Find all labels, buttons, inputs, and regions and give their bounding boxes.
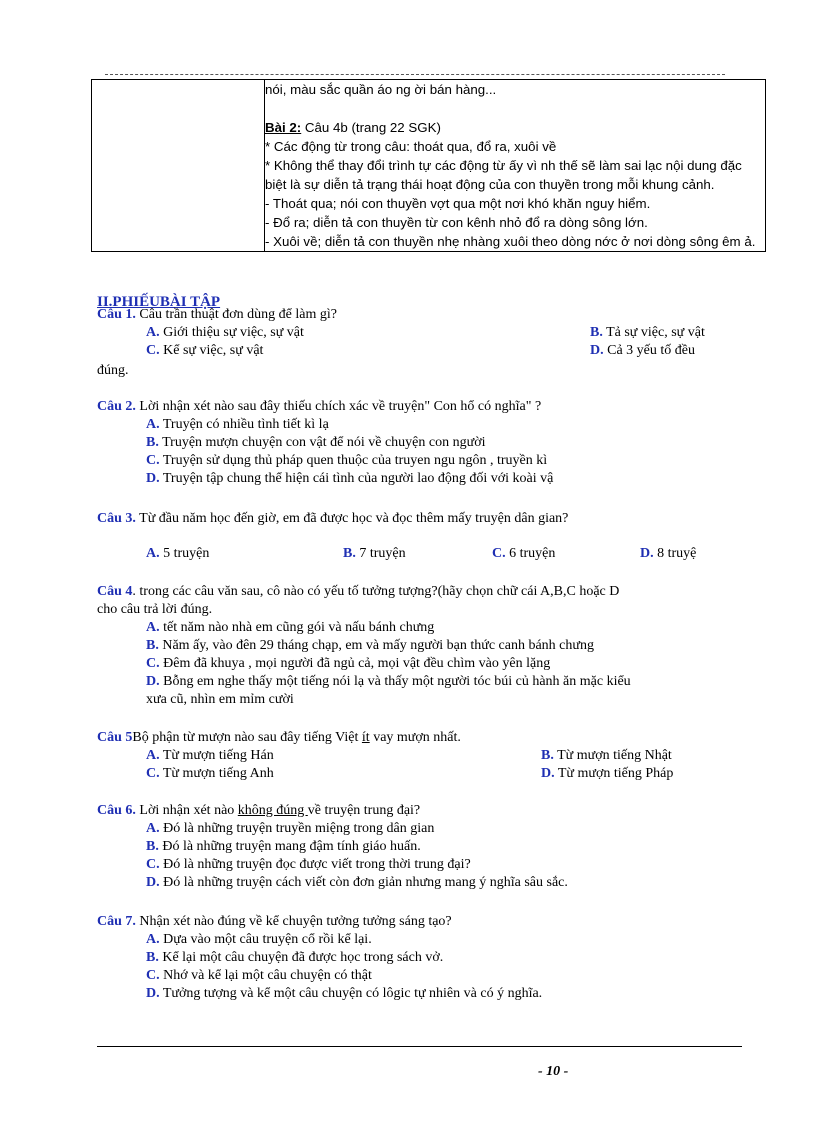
table-right-cell bbox=[265, 80, 766, 252]
table-line: * Các động từ trong câu: thoát qua, đổ ra, xuôi về bbox=[265, 139, 557, 154]
question-4-line2: cho câu trả lời đúng. bbox=[97, 602, 213, 617]
q3-option-b: B. 7 truyện bbox=[343, 546, 406, 561]
question-1: Câu 1. Câu trần thuật đơn dùng để làm gì? bbox=[97, 307, 337, 322]
q6-option-a: A. Đó là những truyện truyền miệng trong dân gian bbox=[146, 821, 435, 836]
table-line: - Đổ ra; diễn tả con thuyền từ con kênh nhỏ đổ ra dòng sông lớn. bbox=[265, 215, 648, 230]
q6-option-d: D. Đó là những truyện cách viết còn đơn giản nhưng mang ý nghĩa sâu sắc. bbox=[146, 875, 568, 890]
answer-table bbox=[91, 79, 766, 252]
q6-option-b: B. Đó là những truyện mang đậm tính giáo huấn. bbox=[146, 839, 421, 854]
q1-continuation: đúng. bbox=[97, 363, 129, 378]
q7-option-d: D. Tưởng tượng và kể một câu chuyện có lôgic tự nhiên và có ý nghĩa. bbox=[146, 986, 543, 1001]
q5-option-b: B. Từ mượn tiếng Nhật bbox=[541, 748, 672, 763]
footer-rule bbox=[97, 1046, 742, 1047]
header-rule bbox=[105, 74, 725, 75]
q4-option-d: D. Bỗng em nghe thấy một tiếng nói lạ và thấy một người tóc búi củ hành ăn mặc kiểu bbox=[146, 674, 631, 689]
q4-option-b: B. Năm ấy, vào đên 29 tháng chạp, em và mấy người bạn thức canh bánh chưng bbox=[146, 638, 594, 653]
table-line: nói, màu sắc quần áo ng ời bán hàng... bbox=[265, 82, 497, 97]
question-5: Câu 5Bộ phận từ mượn nào sau đây tiếng Việt ít vay mượn nhất. bbox=[97, 730, 461, 745]
q3-option-d: D. 8 truyệ bbox=[640, 546, 697, 561]
question-3: Câu 3. Từ đầu năm học đến giờ, em đã được học và đọc thêm mấy truyện dân gian? bbox=[97, 511, 569, 526]
q3-option-a: A. 5 truyện bbox=[146, 546, 210, 561]
table-left-cell bbox=[92, 80, 265, 252]
q7-option-a: A. Dựa vào một câu truyện cổ rồi kể lại. bbox=[146, 932, 372, 947]
q6-option-c: C. Đó là những truyện đọc được viết trong thời trung đại? bbox=[146, 857, 471, 872]
question-2: Câu 2. Lời nhận xét nào sau đây thiếu chích xác về truyện" Con hổ có nghĩa" ? bbox=[97, 399, 542, 414]
bai2-heading: Bài 2: Câu 4b (trang 22 SGK) bbox=[265, 120, 441, 135]
question-6: Câu 6. Lời nhận xét nào không đúng về truyện trung đại? bbox=[97, 803, 421, 818]
q1-option-d: D. Cả 3 yếu tố đều bbox=[590, 343, 695, 358]
q7-option-c: C. Nhớ và kể lại một câu chuyện có thật bbox=[146, 968, 372, 983]
q1-option-c: C. Kể sự việc, sự vật bbox=[146, 343, 264, 358]
q4-option-d-line2: xưa cũ, nhìn em mỉm cười bbox=[146, 692, 294, 707]
q2-option-d: D. Truyện tập chung thể hiện cái tình của người lao động đối với koài vậ bbox=[146, 471, 554, 486]
table-line: - Xuôi về; diễn tả con thuyền nhẹ nhàng xuôi theo dòng nớc ở nơi dòng sông êm ả. bbox=[265, 234, 756, 249]
q3-option-c: C. 6 truyện bbox=[492, 546, 556, 561]
q4-option-a: A. tết năm nào nhà em cũng gói và nấu bánh chưng bbox=[146, 620, 435, 635]
q7-option-b: B. Kể lại một câu chuyện đã được học trong sách vở. bbox=[146, 950, 444, 965]
table-line: * Không thể thay đổi trình tự các động từ ấy vì nh thế sẽ làm sai lạc nội dung đặc biệt là sự diễn tả trạng thái hoạt động của con thuyền trong mỗi khung cảnh. bbox=[265, 158, 742, 192]
question-4: Câu 4. trong các câu văn sau, cô nào có yếu tố tưởng tượng?(hãy chọn chữ cái A,B,C hoặc D bbox=[97, 584, 620, 599]
q2-option-b: B. Truyện mượn chuyện con vật để nói về chuyện con người bbox=[146, 435, 486, 450]
question-7: Câu 7. Nhận xét nào đúng về kể chuyện tưởng tưởng sáng tạo? bbox=[97, 914, 452, 929]
q5-option-a: A. Từ mượn tiếng Hán bbox=[146, 748, 274, 763]
q5-option-d: D. Từ mượn tiếng Pháp bbox=[541, 766, 674, 781]
q1-option-a: A. Giới thiệu sự việc, sự vật bbox=[146, 325, 304, 340]
q2-option-a: A. Truyện có nhiều tình tiết kì lạ bbox=[146, 417, 329, 432]
q2-option-c: C. Truyện sử dụng thủ pháp quen thuộc của truyen ngu ngôn , truyền kì bbox=[146, 453, 548, 468]
q1-option-b: B. Tả sự việc, sự vật bbox=[590, 325, 705, 340]
q5-option-c: C. Từ mượn tiếng Anh bbox=[146, 766, 274, 781]
table-line: - Thoát qua; nói con thuyền vợt qua một nơi khó khăn nguy hiểm. bbox=[265, 196, 651, 211]
section-title: II.PHIẾUBÀI TẬP bbox=[97, 294, 221, 310]
page-number: - 10 - bbox=[538, 1064, 569, 1079]
q4-option-c: C. Đêm đã khuya , mọi người đã ngủ cả, mọi vật đều chìm vào yên lặng bbox=[146, 656, 551, 671]
